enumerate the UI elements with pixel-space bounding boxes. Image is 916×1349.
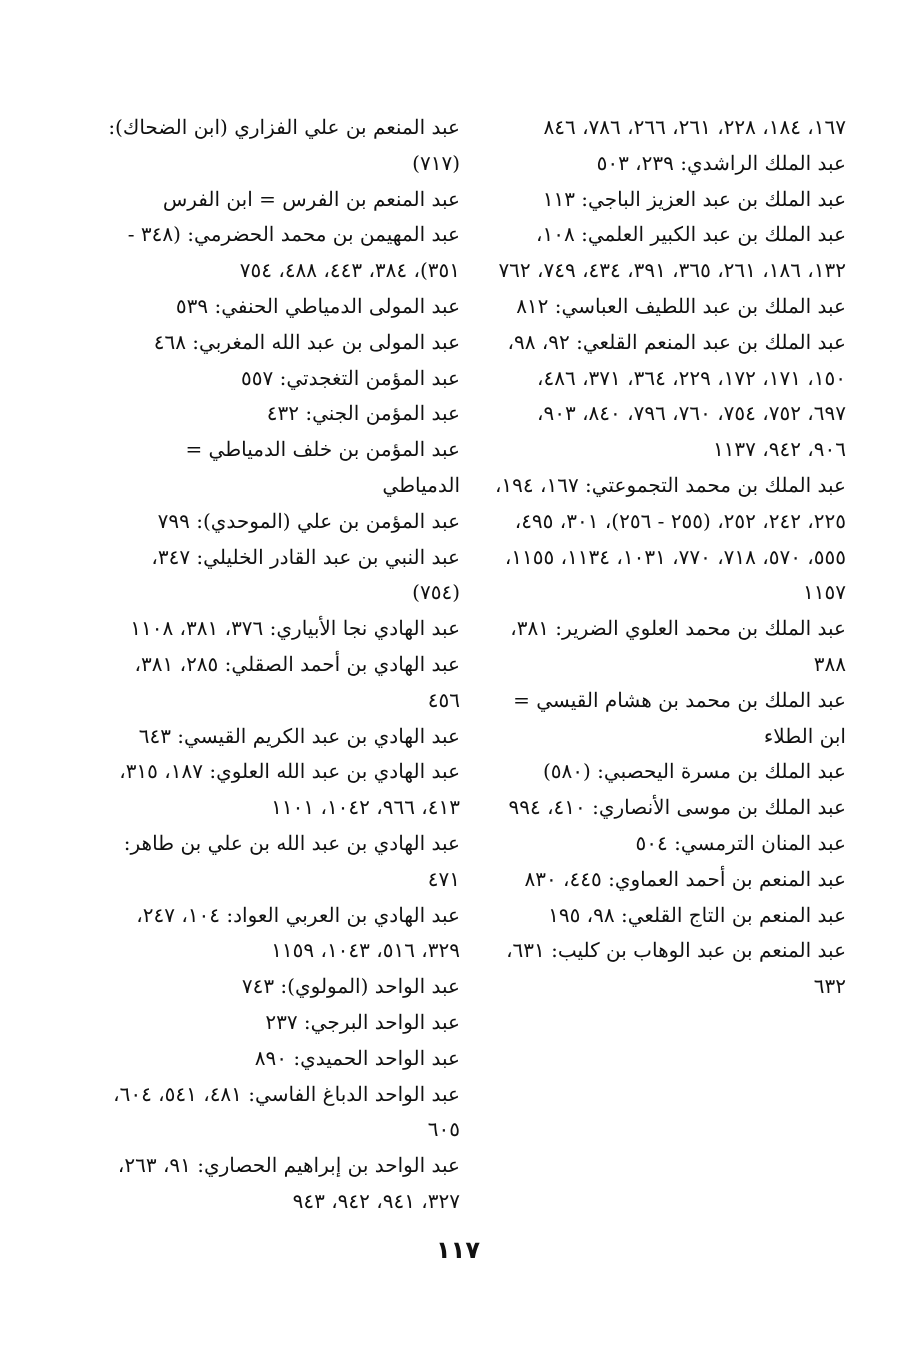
index-entry: عبد المؤمن الجني: ٤٣٢ [266, 401, 460, 426]
index-entry: عبد المهيمن بن محمد الحضرمي: (٣٤٨ - ٣٥١)، ٣٨٤، ٤٤٣، ٤٨٨، ٧٥٤ [127, 222, 460, 283]
index-entry: عبد الهادي نجا الأبياري: ٣٧٦، ٣٨١، ١١٠٨ [130, 616, 460, 641]
index-entry: عبد الهادي بن عبد الله بن علي بن طاهر: ٤٧١ [123, 830, 460, 891]
index-entry: عبد المنعم بن عبد الوهاب بن كليب: ٦٣١، ٦٣٢ [506, 938, 846, 999]
index-entry: عبد الملك الراشدي: ٢٣٩، ٥٠٣ [596, 150, 846, 175]
index-entry: عبد الملك بن محمد بن هشام القيسي = ابن الطلاء [513, 687, 846, 748]
index-entry: عبد الهادي بن أحمد الصقلي: ٢٨٥، ٣٨١، ٤٥٦ [134, 651, 460, 712]
page-number: ١١٧ [436, 1236, 480, 1264]
index-entry: عبد الواحد بن إبراهيم الحصاري: ٩١، ٢٦٣، ٣٢٧، ٩٤١، ٩٤٢، ٩٤٣ [117, 1153, 460, 1213]
index-entry: عبد الواحد (المولوي): ٧٤٣ [241, 974, 460, 999]
index-entry: عبد المنعم بن الفرس = ابن الفرس [162, 186, 460, 211]
index-entry: عبد الملك بن عبد العزيز الباجي: ١١٣ [542, 186, 846, 211]
index-entry: عبد الملك بن مسرة اليحصبي: (٥٨٠) [542, 759, 846, 784]
index-entry: عبد النبي بن عبد القادر الخليلي: ٣٤٧، (٧٥٤) [151, 544, 460, 605]
index-entry: عبد الملك بن محمد العلوي الضرير: ٣٨١، ٣٨٨ [510, 616, 846, 676]
index-entry: عبد المؤمن بن خلف الدمياطي = الدمياطي [185, 437, 460, 497]
index-entry: عبد الهادي بن عبد الله العلوي: ١٨٧، ٣١٥، ٤١٣، ٩٦٦، ١٠٤٢، ١١٠١ [119, 759, 460, 820]
index-entry: عبد الملك بن محمد التجموعتي: ١٦٧، ١٩٤، ٢٢٥، ٢٤٢، ٢٥٢، (٢٥٥ - ٢٥٦)، ٣٠١، ٤٩٥، ٥٥٥، ٥٧٠، ٧١٨، ٧٧٠، ١٠٣١، ١١٣٤، ١١٥٥، ١١٥٧ [494, 472, 846, 605]
index-entry: عبد المنعم بن التاج القلعي: ٩٨، ١٩٥ [548, 902, 846, 927]
index-entry: عبد المولى الدمياطي الحنفي: ٥٣٩ [175, 293, 460, 318]
index-column-right [494, 110, 846, 1005]
index-entry: ١٦٧، ١٨٤، ٢٢٨، ٢٦١، ٢٦٦، ٧٨٦، ٨٤٦ [543, 115, 846, 139]
index-column-left [108, 110, 460, 1220]
index-entry: عبد الواحد البرجي: ٢٣٧ [265, 1009, 460, 1034]
index-entry: عبد المؤمن بن علي (الموحدي): ٧٩٩ [157, 508, 460, 533]
index-entry: عبد المؤمن التغجدتي: ٥٥٧ [241, 365, 460, 390]
index-entry: عبد المولى بن عبد الله المغربي: ٤٦٨ [153, 329, 460, 354]
index-entry: عبد المنان الترمسي: ٥٠٤ [635, 830, 846, 855]
index-entry: عبد الهادي بن عبد الكريم القيسي: ٦٤٣ [138, 723, 460, 748]
index-entry: عبد الواحد الدباغ الفاسي: ٤٨١، ٥٤١، ٦٠٤، ٦٠٥ [113, 1081, 460, 1142]
index-entry: عبد المنعم بن أحمد العماوي: ٤٤٥، ٨٣٠ [524, 866, 846, 891]
index-entry: عبد الملك بن عبد اللطيف العباسي: ٨١٢ [516, 293, 846, 318]
index-entry: عبد الملك بن موسى الأنصاري: ٤١٠، ٩٩٤ [508, 795, 846, 820]
index-entry: عبد المنعم بن علي الفزاري (ابن الضحاك): (٧١٧) [108, 115, 460, 175]
index-entry: عبد الواحد الحميدي: ٨٩٠ [254, 1045, 460, 1070]
index-entry: عبد الهادي بن العربي العواد: ١٠٤، ٢٤٧، ٣٢٩، ٥١٦، ١٠٤٣، ١١٥٩ [136, 902, 460, 963]
index-entry: عبد الملك بن عبد الكبير العلمي: ١٠٨، ١٣٢، ١٨٦، ٢٦١، ٣٦٥، ٣٩١، ٤٣٤، ٧٤٩، ٧٦٢ [498, 222, 846, 283]
index-entry: عبد الملك بن عبد المنعم القلعي: ٩٢، ٩٨، ١٥٠، ١٧١، ١٧٢، ٢٢٩، ٣٦٤، ٣٧١، ٤٨٦، ٦٩٧، ٧٥٢، ٧٥٤، ٧٦٠، ٧٩٦، ٨٤٠، ٩٠٣، ٩٠٦، ٩٤٢، ١١٣٧ [507, 329, 846, 462]
